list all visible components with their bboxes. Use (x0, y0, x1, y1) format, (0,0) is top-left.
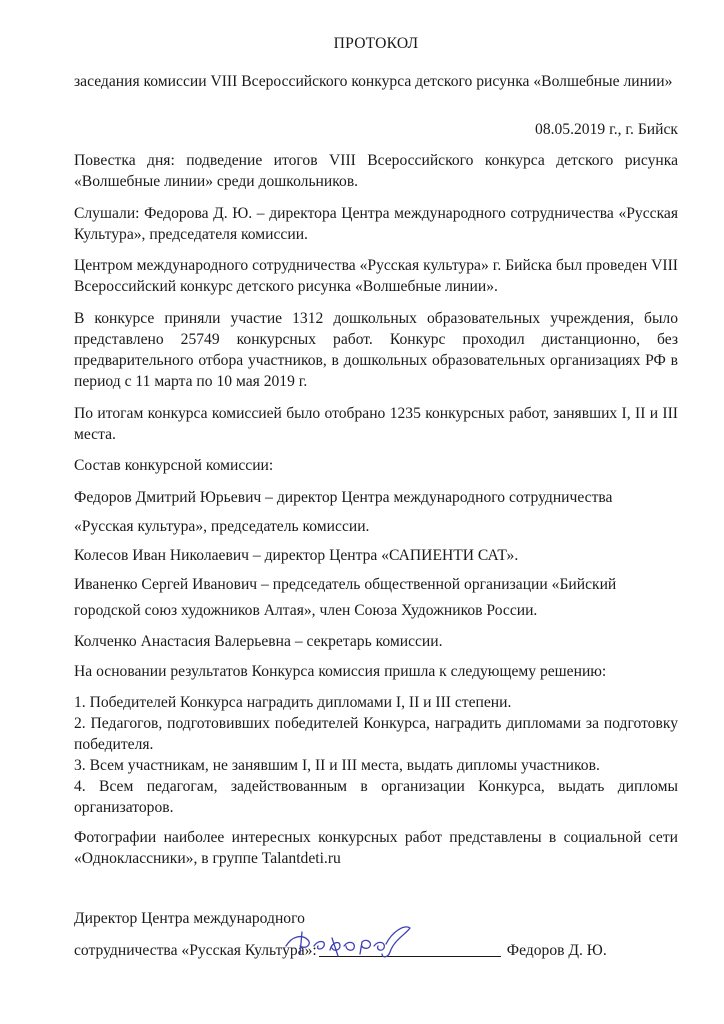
commission-member-3-line-1: Иваненко Сергей Иванович – председатель общественной организации «Бийский (74, 576, 617, 593)
document-subtitle: заседания комиссии VIII Всероссийского конкурса детского рисунка «Волшебные линии» (74, 73, 673, 90)
decision-item-1: 1. Победителей Конкурса наградить дипломами I, II и III степени. (74, 694, 512, 711)
decision-intro: На основании результатов Конкурса комиссия пришла к следующему решению: (74, 663, 607, 680)
decision-item-3: 3. Всем участникам, не занявшим I, II и III места, выдать дипломы участников. (74, 757, 600, 774)
participation-paragraph: В конкурсе приняли участие 1312 дошкольных образовательных учреждения, было представлено 25749 конкурсных работ. Конкурс проходил дистанционно, без предварительного отбора участников, в дошкольных образовательных организациях РФ в период с 11 марта по 10 мая 2019 г. (74, 310, 678, 390)
heard-paragraph: Слушали: Федорова Д. Ю. – директора Центра международного сотрудничества «Русская Культура», председателя комиссии. (74, 205, 678, 243)
date-place: 08.05.2019 г., г. Бийск (535, 121, 678, 138)
commission-member-1-line-1: Федоров Дмитрий Юрьевич – директор Центра международного сотрудничества (74, 489, 613, 506)
document-title: ПРОТОКОЛ (333, 35, 419, 52)
signature-title-prefix: сотрудничества «Русская Культура»: (74, 942, 317, 959)
held-paragraph: Центром международного сотрудничества «Русская культура» г. Бийска был проведен VIII Всероссийский конкурс детского рисунка «Волшебные линии». (74, 257, 678, 295)
decision-item-4: 4. Всем педагогам, задействованным в организации Конкурса, выдать дипломы организаторов. (74, 778, 678, 816)
handwritten-signature (278, 916, 418, 966)
agenda-paragraph: Повестка дня: подведение итогов VIII Всероссийского конкурса детского рисунка «Волшебные линии» среди дошкольников. (74, 152, 678, 190)
photos-paragraph: Фотографии наиболее интересных конкурсных работ представлены в социальной сети «Одноклассники», в группе Talantdeti.ru (74, 829, 678, 867)
signature-title-line-1: Директор Центра международного (74, 910, 305, 927)
commission-member-2: Колесов Иван Николаевич – директор Центра «САПИЕНТИ САТ». (74, 547, 519, 564)
commission-member-4: Колченко Анастасия Валерьевна – секретарь комиссии. (74, 633, 443, 650)
results-paragraph: По итогам конкурса комиссией было отобрано 1235 конкурсных работ, занявших I, II и III места. (74, 405, 678, 443)
signatory-name: Федоров Д. Ю. (506, 942, 607, 959)
commission-member-3-line-2: городской союз художников Алтая», член Союза Художников России. (74, 602, 538, 619)
commission-heading: Состав конкурсной комиссии: (74, 457, 274, 474)
decision-item-2: 2. Педагогов, подготовивших победителей Конкурса, наградить дипломами за подготовку победителя. (74, 715, 678, 753)
commission-member-1-line-2: «Русская культура», председатель комиссии. (74, 518, 370, 535)
